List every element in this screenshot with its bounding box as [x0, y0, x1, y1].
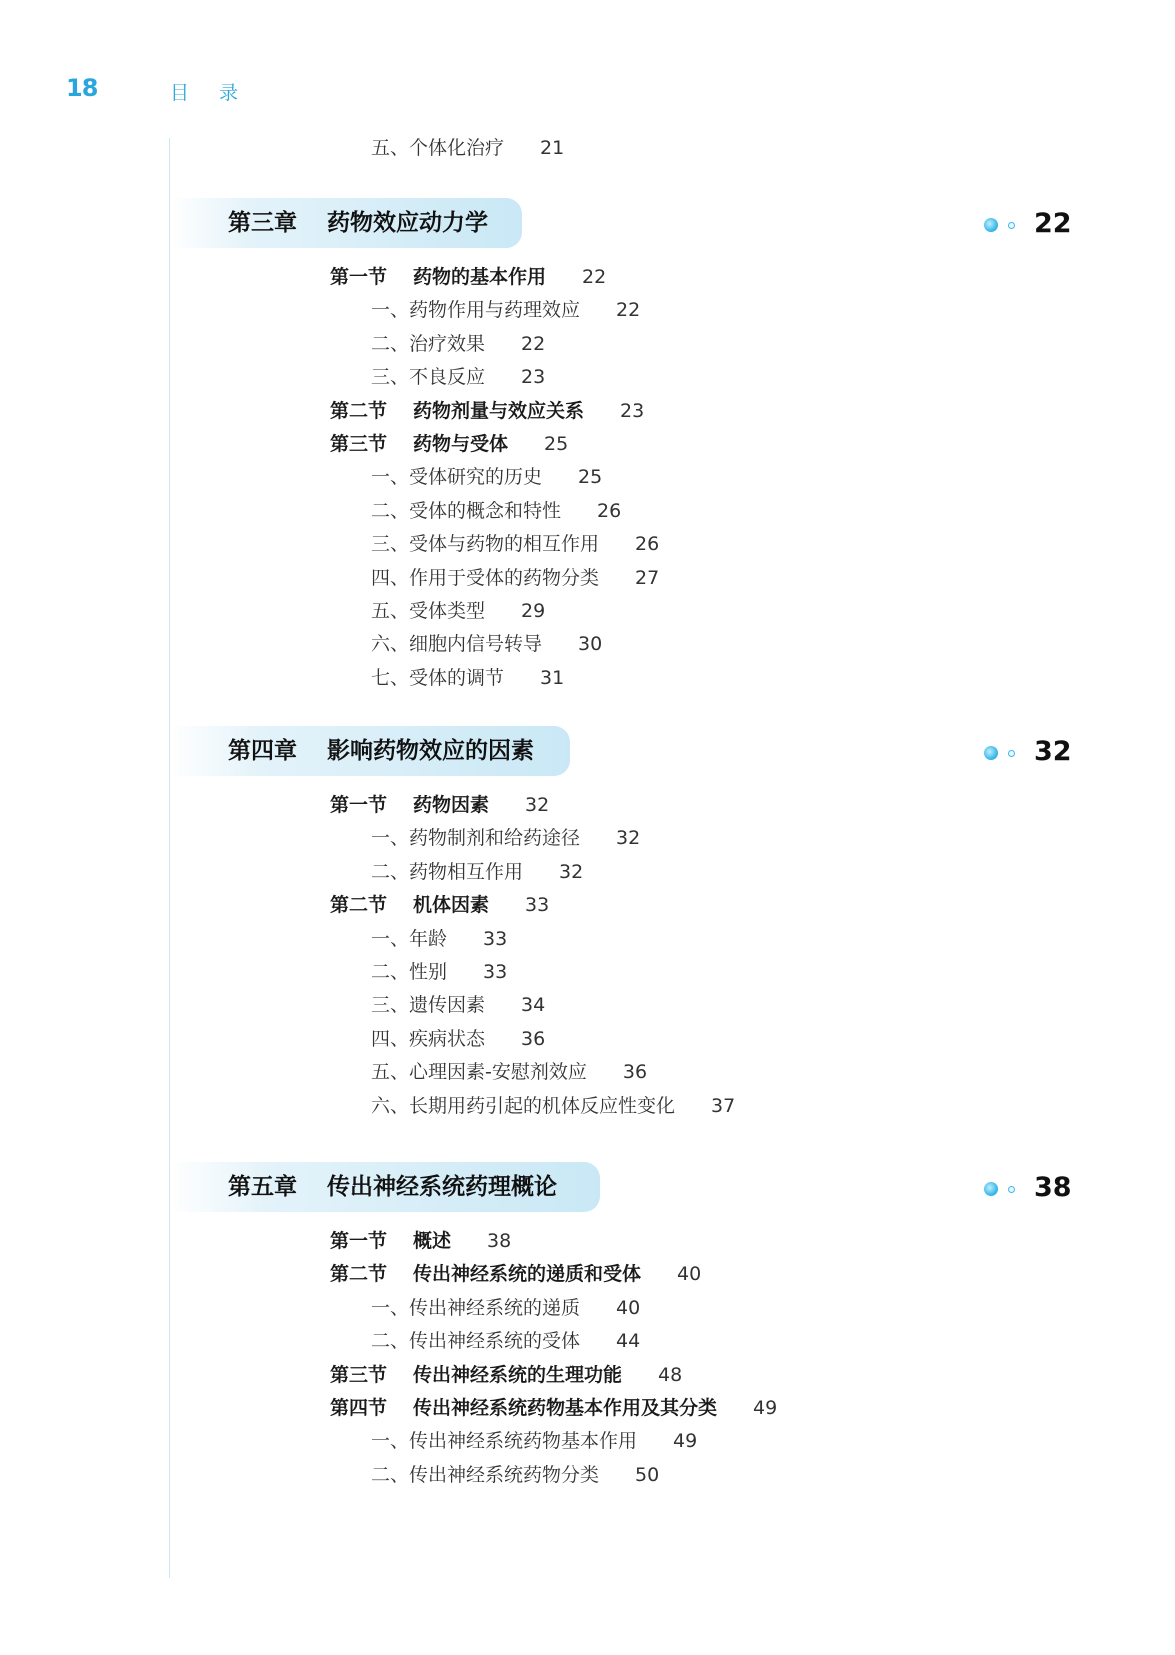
- dot-small-icon: [1008, 1186, 1015, 1193]
- toc-item[interactable]: [371, 1329, 640, 1353]
- toc-item[interactable]: [371, 136, 564, 160]
- toc-item[interactable]: [371, 960, 507, 984]
- toc-item[interactable]: [371, 993, 545, 1017]
- section-page: 25: [544, 433, 569, 455]
- toc-item-title: 一、传出神经系统的递质: [371, 1297, 581, 1319]
- section-title: 药物与受体: [413, 433, 509, 455]
- toc-item-title: 五、受体类型: [371, 600, 486, 622]
- toc-item[interactable]: [371, 1296, 640, 1320]
- chapter-page-number: 32: [1034, 736, 1072, 767]
- toc-item-page: 37: [711, 1095, 736, 1117]
- toc-item[interactable]: [371, 1429, 697, 1453]
- toc-item-page: 36: [521, 1028, 546, 1050]
- toc-item-page: 26: [635, 533, 660, 555]
- section-title: 传出神经系统的生理功能: [413, 1364, 623, 1386]
- toc-item-page: 30: [578, 633, 603, 655]
- bullet-dots-icon: [984, 1180, 1024, 1200]
- section-page: 32: [525, 794, 550, 816]
- toc-section[interactable]: [330, 1363, 682, 1387]
- dot-large-icon: [984, 218, 998, 232]
- dot-large-icon: [984, 746, 998, 760]
- section-title: 机体因素: [413, 894, 490, 916]
- section-title: 药物因素: [413, 794, 490, 816]
- toc-item-page: 40: [616, 1297, 641, 1319]
- toc-item-title: 二、传出神经系统药物分类: [371, 1464, 600, 1486]
- toc-item-title: 三、不良反应: [371, 366, 486, 388]
- toc-item[interactable]: [371, 599, 545, 623]
- section-page: 22: [582, 266, 607, 288]
- toc-item-page: 33: [483, 961, 508, 983]
- header-title: 目录: [170, 82, 269, 104]
- toc-item-page: 25: [578, 466, 603, 488]
- section-label: 第二节: [330, 1263, 388, 1285]
- toc-section[interactable]: [330, 793, 549, 817]
- section-title: 传出神经系统药物基本作用及其分类: [413, 1397, 718, 1419]
- toc-section[interactable]: [330, 265, 606, 289]
- toc-item-title: 五、个体化治疗: [371, 137, 505, 159]
- toc-section[interactable]: [330, 432, 568, 456]
- toc-section[interactable]: [330, 893, 549, 917]
- chapter-heading[interactable]: [228, 208, 488, 238]
- toc-item-page: 33: [483, 928, 508, 950]
- section-label: 第二节: [330, 894, 388, 916]
- section-page: 23: [620, 400, 645, 422]
- toc-item-page: 34: [521, 994, 546, 1016]
- toc-item-title: 二、药物相互作用: [371, 861, 524, 883]
- chapter-heading[interactable]: [228, 736, 534, 766]
- toc-item[interactable]: [371, 1094, 735, 1118]
- toc-item[interactable]: [371, 332, 545, 356]
- toc-item[interactable]: [371, 365, 545, 389]
- section-label: 第三节: [330, 433, 388, 455]
- toc-item-title: 四、作用于受体的药物分类: [371, 567, 600, 589]
- toc-item[interactable]: [371, 465, 602, 489]
- chapter-title-text: 药物效应动力学: [327, 210, 488, 236]
- section-label: 第一节: [330, 266, 388, 288]
- toc-item-title: 一、传出神经系统药物基本作用: [371, 1430, 638, 1452]
- chapter-page-number: 22: [1034, 208, 1072, 239]
- toc-item-title: 二、受体的概念和特性: [371, 500, 562, 522]
- toc-item-page: 50: [635, 1464, 660, 1486]
- toc-item[interactable]: [371, 632, 602, 656]
- bullet-dots-icon: [984, 216, 1024, 236]
- margin-rule: [169, 138, 170, 1578]
- toc-item[interactable]: [371, 1027, 545, 1051]
- chapter-heading[interactable]: [228, 1172, 557, 1202]
- dot-large-icon: [984, 1182, 998, 1196]
- toc-item-page: 22: [616, 299, 641, 321]
- section-label: 第二节: [330, 400, 388, 422]
- toc-item-page: 44: [616, 1330, 641, 1352]
- section-page: 49: [753, 1397, 778, 1419]
- toc-item-title: 一、年龄: [371, 928, 448, 950]
- toc-item-title: 三、受体与药物的相互作用: [371, 533, 600, 555]
- toc-item-title: 一、药物作用与药理效应: [371, 299, 581, 321]
- toc-item-title: 六、长期用药引起的机体反应性变化: [371, 1095, 676, 1117]
- toc-item[interactable]: [371, 566, 659, 590]
- toc-item-title: 六、细胞内信号转导: [371, 633, 543, 655]
- toc-item-title: 二、传出神经系统的受体: [371, 1330, 581, 1352]
- bullet-dots-icon: [984, 744, 1024, 764]
- section-title: 传出神经系统的递质和受体: [413, 1263, 642, 1285]
- toc-item-page: 27: [635, 567, 660, 589]
- toc-item-page: 29: [521, 600, 546, 622]
- chapter-label: 第四章: [228, 738, 297, 764]
- section-title: 概述: [413, 1230, 452, 1252]
- toc-item-title: 二、性别: [371, 961, 448, 983]
- section-title: 药物的基本作用: [413, 266, 547, 288]
- toc-item[interactable]: [371, 826, 640, 850]
- toc-item-page: 32: [559, 861, 584, 883]
- toc-item-page: 31: [540, 667, 565, 689]
- toc-item-title: 一、受体研究的历史: [371, 466, 543, 488]
- toc-item-page: 22: [521, 333, 546, 355]
- section-label: 第一节: [330, 1230, 388, 1252]
- page-header: [0, 0, 1175, 130]
- section-label: 第一节: [330, 794, 388, 816]
- toc-item[interactable]: [371, 860, 583, 884]
- toc-item[interactable]: [371, 1463, 659, 1487]
- toc-item-page: 36: [622, 1061, 648, 1083]
- toc-item-title: 四、疾病状态: [371, 1028, 486, 1050]
- section-page: 38: [487, 1230, 512, 1252]
- toc-item-page: 23: [521, 366, 546, 388]
- toc-item-title: 二、治疗效果: [371, 333, 486, 355]
- dot-small-icon: [1008, 222, 1015, 229]
- chapter-label: 第三章: [228, 210, 297, 236]
- toc-item[interactable]: [371, 666, 564, 690]
- toc-section[interactable]: [330, 399, 644, 423]
- chapter-title-text: 传出神经系统药理概论: [327, 1174, 557, 1200]
- toc-item-page: 26: [597, 500, 622, 522]
- toc-item-page: 32: [616, 827, 641, 849]
- toc-item-title: 三、遗传因素: [371, 994, 486, 1016]
- chapter-label: 第五章: [228, 1174, 297, 1200]
- toc-section[interactable]: [330, 1229, 511, 1253]
- toc-item[interactable]: [371, 499, 621, 523]
- toc-item[interactable]: [371, 298, 640, 322]
- toc-section[interactable]: [330, 1262, 701, 1286]
- toc-section[interactable]: [330, 1396, 777, 1420]
- section-label: 第四节: [330, 1397, 388, 1419]
- toc-item-page: 21: [540, 137, 565, 159]
- toc-item-page: 49: [673, 1430, 698, 1452]
- section-label: 第三节: [330, 1364, 388, 1386]
- dot-small-icon: [1008, 750, 1015, 757]
- toc-item[interactable]: [371, 532, 659, 556]
- toc-item[interactable]: [371, 927, 507, 951]
- section-page: 48: [658, 1364, 683, 1386]
- page-number: 18: [66, 74, 98, 102]
- section-page: 40: [677, 1263, 702, 1285]
- section-page: 33: [525, 894, 550, 916]
- toc-item-title: 一、药物制剂和给药途径: [371, 827, 581, 849]
- toc-item-title: 五、心理因素-安慰剂效应: [371, 1061, 587, 1083]
- chapter-page-number: 38: [1034, 1172, 1072, 1203]
- toc-item-title: 七、受体的调节: [371, 667, 505, 689]
- toc-item[interactable]: [371, 1060, 647, 1084]
- section-title: 药物剂量与效应关系: [413, 400, 585, 422]
- chapter-title-text: 影响药物效应的因素: [327, 738, 534, 764]
